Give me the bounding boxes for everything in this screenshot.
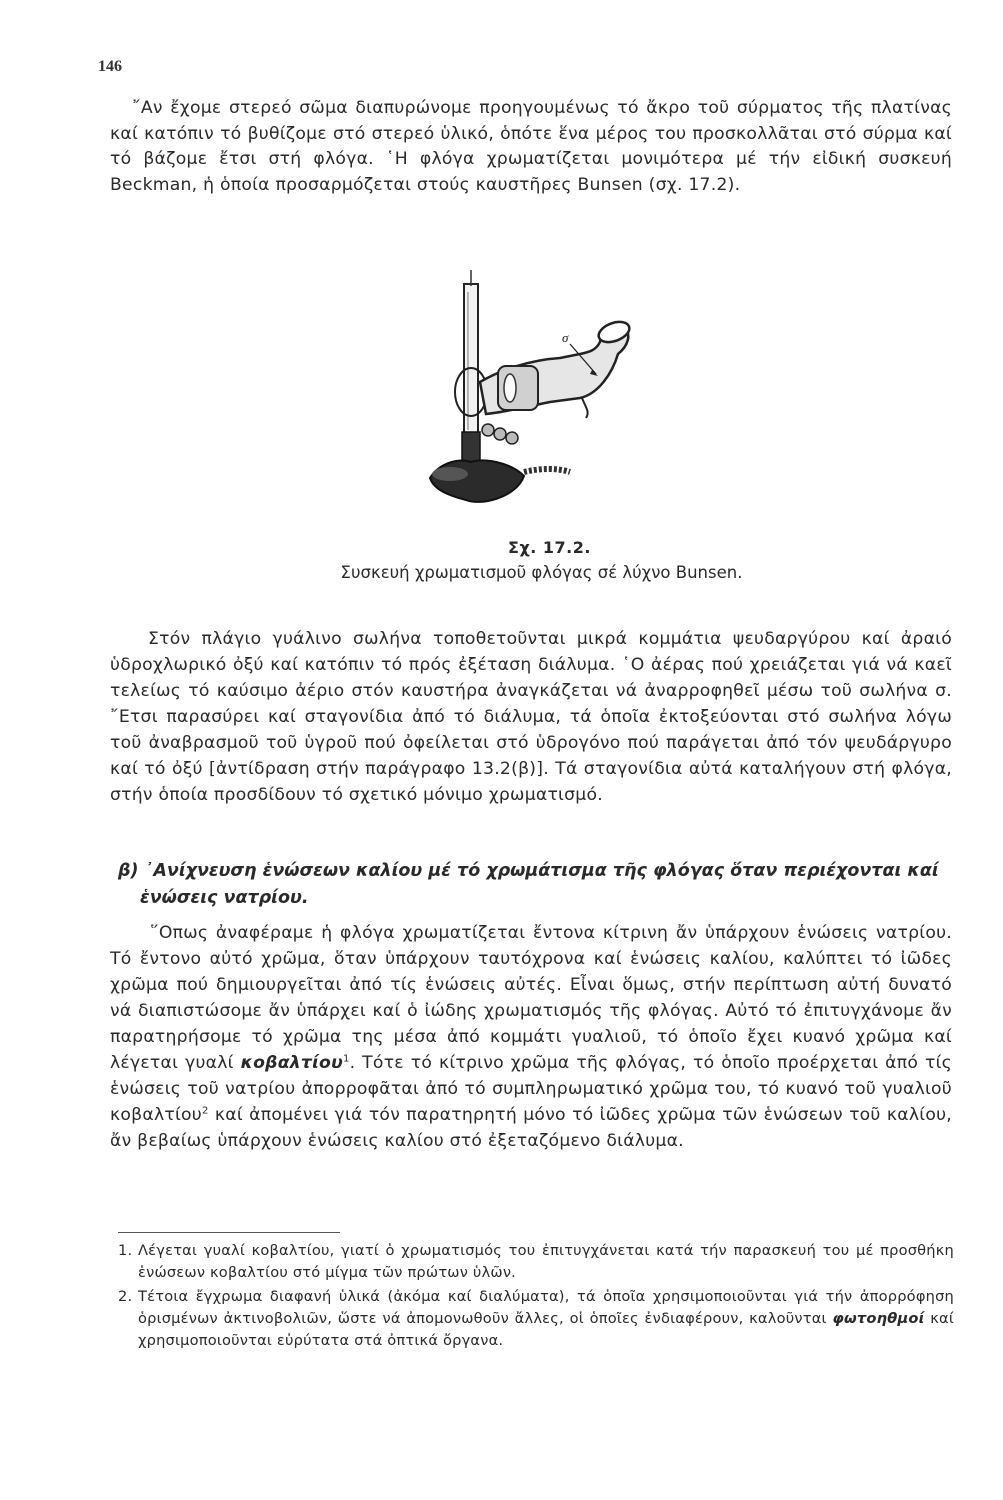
page-number: 146	[98, 58, 122, 75]
footnote-2-number: 2.	[118, 1288, 133, 1305]
footnote-2	[118, 1286, 954, 1352]
paragraph-cobalt-glass	[110, 920, 952, 1154]
section-b-heading-line-1: β) ᾿Ανίχνευση ἑνώσεων καλίου μέ τό χρωμάτισμα τῆς φλόγας ὅταν περιέχονται καί	[118, 861, 939, 881]
footnote-1	[118, 1240, 954, 1284]
paragraph-beckman-device: ῎Αν ἔχομε στερεό σῶμα διαπυρώνομε προηγουμένως τό ἄκρο τοῦ σύρματος τῆς πλατίνας καί κατόπιν τό βυθίζομε στό στερεό ὑλικό, ὁπότε ἕνα μέρος του προσκολλᾶται στό σύρμα καί τό βάζομε ἔτσι στή φλόγα. ῾Η φλόγα χρωματίζεται μονιμότερα μέ τήν εἰδική συσκευή Beckman, ἡ ὁποία προσαρμόζεται στούς καυστῆρες Bunsen (σχ. 17.2).	[110, 98, 952, 195]
annotation-sigma: σ	[562, 330, 569, 345]
term-fotoithmoi: φωτοηθμοί	[832, 1310, 925, 1327]
figure-bunsen-burner-illustration	[420, 262, 642, 520]
paragraph-cobalt-part-1: ῞Οπως ἀναφέραμε ἡ φλόγα χρωματίζεται ἔντονα κίτρινη ἄν ὑπάρχουν ἑνώσεις νατρίου. Τό ἔντονο αὐτό χρῶμα, ὅταν ὑπάρχουν ταυτόχρονα καί ἑνώσεις καλίου, καλύπτει τό ἰῶδες χρῶμα πού δημιουργεῖται ἀπό τίς ἑνώσεις αὐτές. Εἶναι ὅμως, στήν περίπτωση αὐτή δυνατό νά διαπιστώσομε ἄν ὑπάρχει καί ὁ ἰώδης χρωματισμός τῆς φλόγας. Αὐτό τό ἐπιτυγχάνομε ἄν παρατηρήσομε τό χρῶμα της μέσα ἀπό κομμάτι γυαλιοῦ, τό ὁποῖο ἔχει κυανό χρῶμα καί λέγεται γυαλί	[110, 923, 952, 1073]
footnote-2-text-before: Τέτοια ἔγχρωμα διαφανή ὑλικά (ἀκόμα καί διαλύματα), τά ὁποῖα χρησιμοποιοῦνται γιά τήν ἀπορρόφηση ὁρισμένων ἀκτινοβολιῶν, ὥστε νά ἀπομονωθοῦν ἄλλες, οἱ ὁποῖες ἐνδιαφέρουν, καλοῦνται	[138, 1288, 954, 1327]
footnote-1-number: 1.	[118, 1242, 133, 1259]
footnote-1-text: Λέγεται γυαλί κοβαλτίου, γιατί ὁ χρωματισμός του ἐπιτυγχάνεται κατά τήν παρασκευή του μέ προσθήκη ἑνώσεων κοβαλτίου στό μίγμα τῶν πρώτων ὑλῶν.	[138, 1242, 954, 1281]
paragraph-side-tube-explanation: Στόν πλάγιο γυάλινο σωλήνα τοποθετοῦνται μικρά κομμάτια ψευδαργύρου καί ἀραιό ὑδροχλωρικό ὀξύ καί κατόπιν τό πρός ἐξέταση διάλυμα. ῾Ο ἀέρας πού χρειάζεται γιά νά καεῖ τελείως τό καύσιμο ἀέριο στόν καυστήρα ἀναγκάζεται νά ἀναρροφηθεῖ μέσω τοῦ σωλήνα σ. ῎Ετσι παρασύρει καί σταγονίδια ἀπό τό διάλυμα, τά ὁποῖα ἐκτοξεύονται στό σωλήνα λόγω τοῦ ἀναβρασμοῦ τοῦ ὑγροῦ πού ὀφείλεται στό ὑδρογόνο πού παράγεται ἀπό τόν ψευδάργυρο καί τό ὀξύ [ἀντίδραση στήν παράγραφο 13.2(β)]. Τά σταγονίδια αὐτά καταλήγουν στή φλόγα, στήν ὁποία προσδίδουν τό σχετικό μόνιμο χρωματισμό.	[110, 629, 952, 805]
paragraph-cobalt-part-3: καί ἀπομένει γιά τόν παρατηρητή μόνο τό ἰῶδες χρῶμα τῶν ἑνώσεων τοῦ καλίου, ἄν βεβαίως ὑπάρχουν ἑνώσεις καλίου στό ἐξεταζόμενο διάλυμα.	[110, 1105, 952, 1151]
figure-number: Σχ. 17.2.	[508, 538, 591, 557]
paragraph-cobalt-part-2: . Τότε τό κίτρινο χρῶμα τῆς φλόγας, τό ὁποῖο προέρχεται ἀπό τίς ἑνώσεις τοῦ νατρίου ἀπορροφᾶται ἀπό τό συμπληρωματικό χρῶμα του, τό κυανό τοῦ γυαλιοῦ κοβαλτίου	[110, 1053, 952, 1125]
footnote-divider	[118, 1232, 340, 1233]
bunsen-burner-with-beckman-device	[420, 262, 642, 520]
figure-caption: Συσκευή χρωματισμοῦ φλόγας σέ λύχνο Bunsen.	[340, 563, 743, 582]
footnote-ref-2: 2	[202, 1105, 209, 1117]
footnote-ref-1: 1	[342, 1053, 350, 1065]
term-kovaltiou: κοβαλτίου	[240, 1053, 343, 1073]
section-b-heading	[118, 858, 954, 912]
footnotes-list	[118, 1240, 954, 1354]
section-b-heading-line-2: ἑνώσεις νατρίου.	[140, 888, 309, 908]
footnote-2-text-after: καί χρησιμοποιοῦνται εὐρύτατα στά ὀπτικά ὄργανα.	[138, 1310, 954, 1349]
